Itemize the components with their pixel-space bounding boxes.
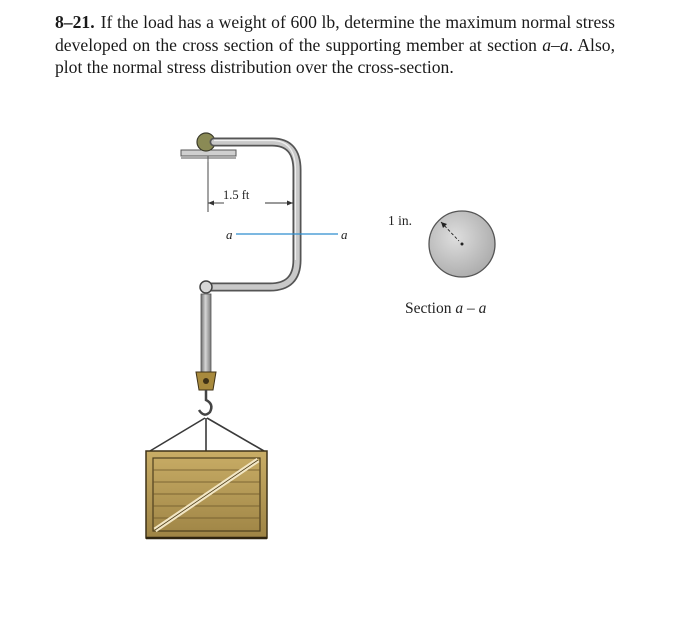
- ceiling-support: [181, 150, 236, 162]
- section-mark-right: a: [341, 227, 348, 242]
- hanger-rod: [200, 281, 212, 372]
- section-caption: [405, 300, 486, 318]
- dimension-marker: [208, 162, 293, 212]
- problem-number: 8–21.: [55, 12, 95, 32]
- crate-load: [146, 451, 267, 538]
- hook-assembly: [196, 372, 216, 415]
- cross-section-circle: [429, 211, 495, 277]
- supporting-member: [206, 141, 297, 288]
- problem-text-before: If the load has a weight of 600 lb, determine the maximum normal stress developed on the cross section of the supporting member at section: [55, 12, 615, 55]
- section-mark-left: a: [226, 227, 233, 242]
- radius-label: 1 in.: [388, 213, 413, 228]
- caption-prefix: Section: [405, 300, 456, 317]
- caption-dash: –: [463, 300, 479, 317]
- section-reference: a–a: [542, 34, 569, 55]
- caption-a1: a: [455, 300, 464, 317]
- dimension-label: 1.5 ft: [223, 188, 250, 202]
- problem-text-after: . Also, plot the normal stress distribution over the cross-section.: [55, 34, 615, 77]
- caption-a2: a: [478, 300, 487, 317]
